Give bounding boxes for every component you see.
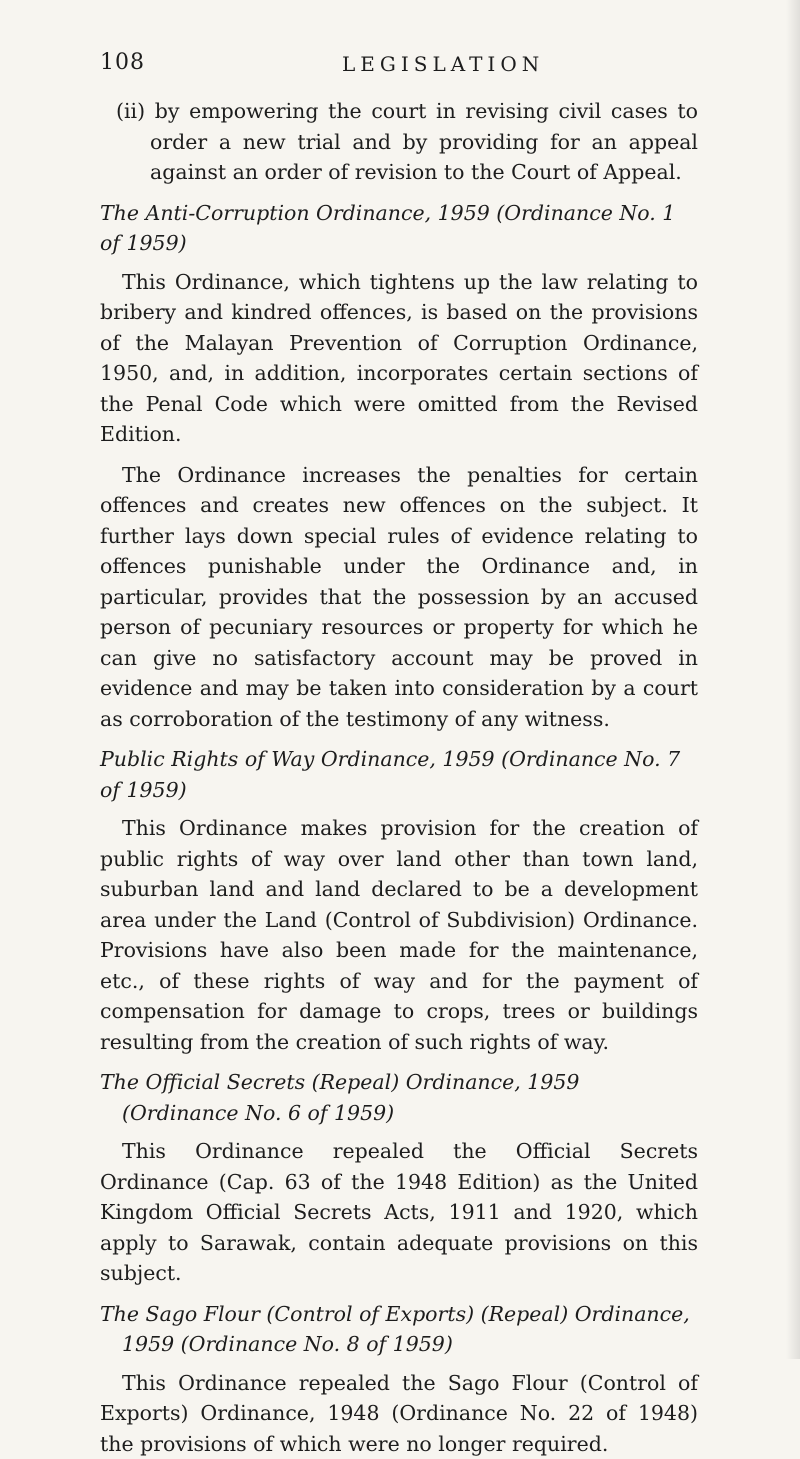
page-number: 108 <box>100 50 145 75</box>
section-heading-public-rights-of-way: Public Rights of Way Ordinance, 1959 (Ordinance No. 7 of 1959) <box>100 744 698 805</box>
paragraph: This Ordinance repealed the Official Secrets Ordinance (Cap. 63 of the 1948 Edition) as the United Kingdom Official Secrets Acts, 1911 and 1920, which apply to Sarawak, contain adequate provisions on this subject. <box>100 1136 698 1289</box>
paragraph: The Ordinance increases the penalties for certain offences and creates new offences on the subject. It further lays down special rules of evidence relating to offences punishable under the Ordinance and, in particular, provides that the possession by an accused person of pecuniary resources or property for which he can give no satisfactory account may be proved in evidence and may be taken into consideration by a court as corroboration of the testimony of any witness. <box>100 460 698 735</box>
page-header <box>100 50 660 80</box>
paragraph: This Ordinance makes provision for the creation of public rights of way over land other than town land, suburban land and land declared to be a development area under the Land (Control of Subdivision) Ordinance. Provisions have also been made for the maintenance, etc., of these rights of way and for the payment of compensation for damage to crops, trees or buildings resulting from the creation of such rights of way. <box>100 813 698 1057</box>
paragraph: This Ordinance repealed the Sago Flour (Control of Exports) Ordinance, 1948 (Ordinance No. 22 of 1948) the provisions of which were no longer required. <box>100 1368 698 1459</box>
section-heading-official-secrets: The Official Secrets (Repeal) Ordinance, 1959 (Ordinance No. 6 of 1959) <box>100 1067 698 1128</box>
running-title: LEGISLATION <box>342 52 544 76</box>
section-heading-sago-flour: The Sago Flour (Control of Exports) (Repeal) Ordinance, 1959 (Ordinance No. 8 of 1959) <box>100 1299 698 1360</box>
paragraph: This Ordinance, which tightens up the law relating to bribery and kindred offences, is based on the provisions of the Malayan Prevention of Corruption Ordinance, 1950, and, in addition, incorporates certain sections of the Penal Code which were omitted from the Revised Edition. <box>100 267 698 450</box>
section-heading-anti-corruption: The Anti-Corruption Ordinance, 1959 (Ordinance No. 1 of 1959) <box>100 198 698 259</box>
list-item-ii: (ii) by empowering the court in revising civil cases to order a new trial and by providing for an appeal against an order of revision to the Court of Appeal. <box>100 96 698 188</box>
page-body <box>100 96 698 1459</box>
page-edge-shadow <box>786 0 800 1359</box>
